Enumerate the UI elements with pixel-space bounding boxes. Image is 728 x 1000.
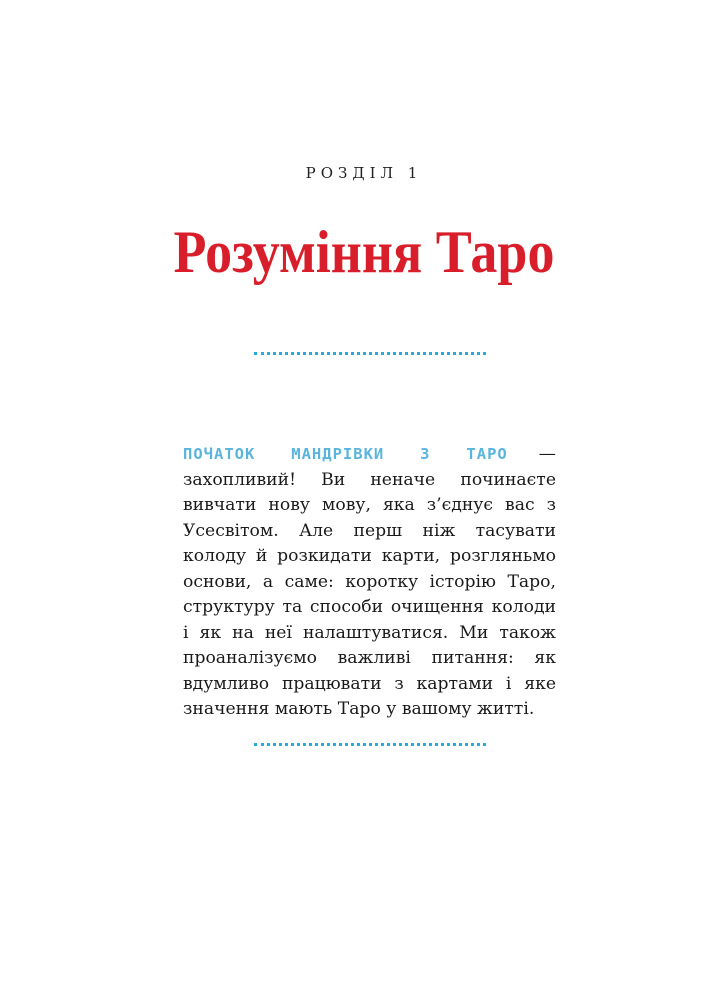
dotted-divider-bottom [254, 743, 486, 746]
intro-text: — захопливий! Ви неначе починаєте вивчати нову мову, яка з’єднує вас з Усесвітом. Але перш ніж тасувати колоду й розкидати карти, розгляньмо основи, а саме: коротку історію Таро, структуру та способи очищення колоди і як на неї налаштуватися. Ми також проаналізуємо важливі питання: як вдумливо працювати з картами і яке значення мають Таро у вашому житті. [183, 444, 556, 719]
chapter-label: РОЗДІЛ 1 [305, 164, 423, 182]
chapter-title: Розуміння Таро [173, 219, 555, 285]
dotted-divider-top [254, 352, 486, 355]
intro-lead-in: ПОЧАТОК МАНДРІВКИ З ТАРО [183, 445, 508, 463]
intro-paragraph [183, 442, 556, 723]
